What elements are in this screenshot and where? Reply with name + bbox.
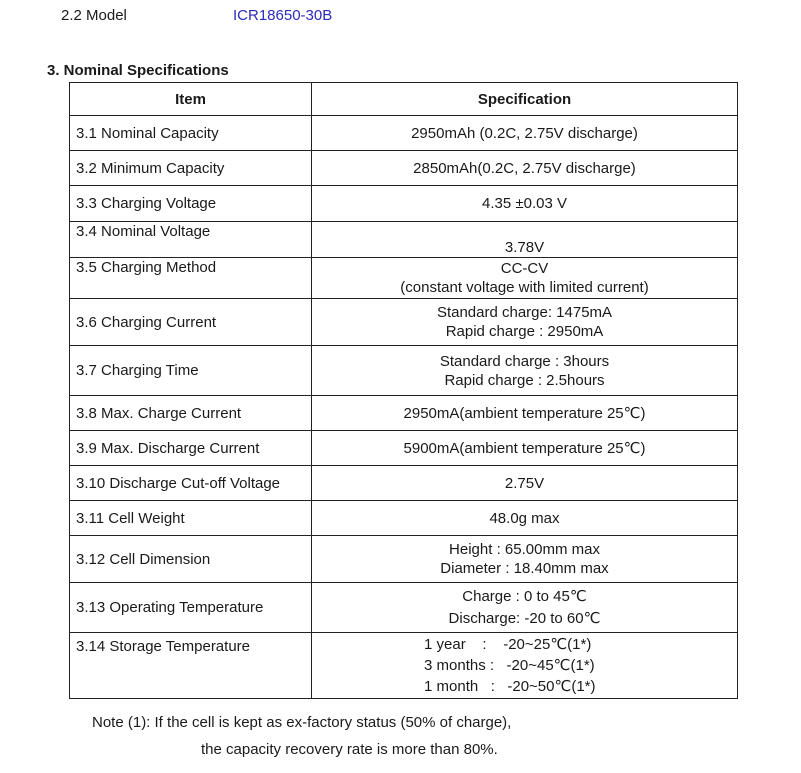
row-spec: Standard charge: 1475mA Rapid charge : 2950mA xyxy=(312,299,738,346)
row-spec: 48.0g max xyxy=(312,501,738,536)
model-row xyxy=(61,7,332,24)
table-row xyxy=(70,501,738,536)
row-spec: 2850mAh(0.2C, 2.75V discharge) xyxy=(312,151,738,186)
row-item: 3.13 Operating Temperature xyxy=(70,583,312,633)
row-spec: 2.75V xyxy=(312,466,738,501)
row-spec: 1 year : -20~25℃(1*) 3 months : -20~45℃(1*) 1 month : -20~50℃(1*) xyxy=(312,633,738,699)
row-item: 3.5 Charging Method xyxy=(70,258,312,299)
table-header-row xyxy=(70,83,738,116)
spec-table xyxy=(69,82,738,699)
row-spec: 4.35 ±0.03 V xyxy=(312,186,738,222)
table-row xyxy=(70,633,738,699)
table-row xyxy=(70,186,738,222)
row-spec: Charge : 0 to 45℃ Discharge: -20 to 60℃ xyxy=(312,583,738,633)
row-spec: 5900mA(ambient temperature 25℃) xyxy=(312,431,738,466)
table-row xyxy=(70,396,738,431)
table-row xyxy=(70,222,738,258)
row-item: 3.4 Nominal Voltage xyxy=(70,222,312,258)
table-row xyxy=(70,431,738,466)
row-spec: Standard charge : 3hours Rapid charge : 2.5hours xyxy=(312,346,738,396)
row-item: 3.6 Charging Current xyxy=(70,299,312,346)
row-item: 3.1 Nominal Capacity xyxy=(70,116,312,151)
table-row xyxy=(70,151,738,186)
row-item: 3.8 Max. Charge Current xyxy=(70,396,312,431)
row-spec: 2950mAh (0.2C, 2.75V discharge) xyxy=(312,116,738,151)
model-label: 2.2 Model xyxy=(61,7,127,24)
table-row xyxy=(70,258,738,299)
row-spec: Height : 65.00mm max Diameter : 18.40mm max xyxy=(312,536,738,583)
table-row xyxy=(70,466,738,501)
row-item: 3.7 Charging Time xyxy=(70,346,312,396)
header-specification: Specification xyxy=(312,83,738,116)
row-item: 3.3 Charging Voltage xyxy=(70,186,312,222)
note-line-1: Note (1): If the cell is kept as ex-factory status (50% of charge), xyxy=(92,714,512,731)
header-item: Item xyxy=(70,83,312,116)
note-line-2: the capacity recovery rate is more than 80%. xyxy=(201,741,498,758)
table-row xyxy=(70,583,738,633)
row-item: 3.2 Minimum Capacity xyxy=(70,151,312,186)
table-row xyxy=(70,536,738,583)
table-row xyxy=(70,116,738,151)
row-spec: 3.78V xyxy=(312,222,738,258)
table-row xyxy=(70,346,738,396)
row-item: 3.12 Cell Dimension xyxy=(70,536,312,583)
row-spec: CC-CV (constant voltage with limited current) xyxy=(312,258,738,299)
row-item: 3.10 Discharge Cut-off Voltage xyxy=(70,466,312,501)
model-value: ICR18650-30B xyxy=(233,7,333,24)
row-item: 3.11 Cell Weight xyxy=(70,501,312,536)
row-item: 3.14 Storage Temperature xyxy=(70,633,312,699)
row-spec: 2950mA(ambient temperature 25℃) xyxy=(312,396,738,431)
table-row xyxy=(70,299,738,346)
section-title: 3. Nominal Specifications xyxy=(47,62,229,79)
row-item: 3.9 Max. Discharge Current xyxy=(70,431,312,466)
